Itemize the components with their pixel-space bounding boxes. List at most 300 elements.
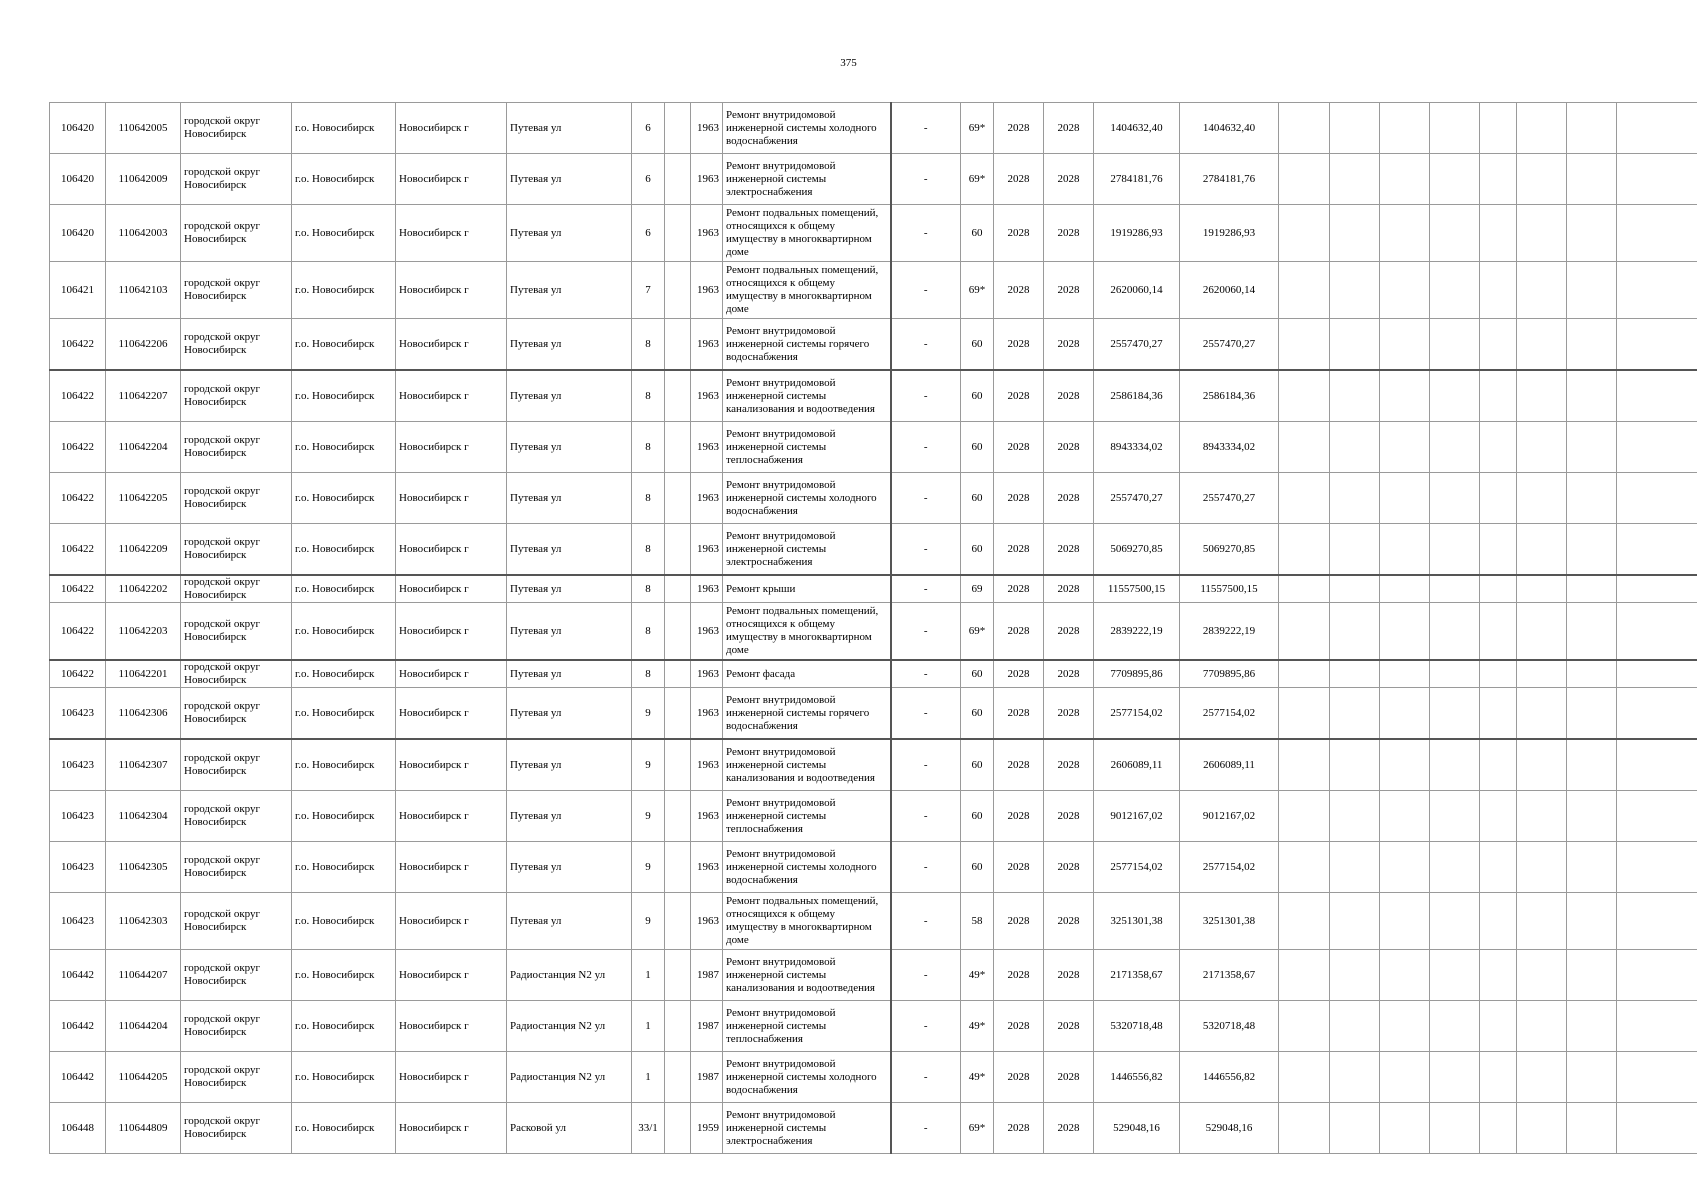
row-building: [665, 103, 691, 154]
row-empty-cell: [1380, 688, 1430, 740]
row-cost-fund: 2620060,14: [1180, 262, 1279, 319]
row-dash: -: [891, 842, 961, 893]
row-street: Путевая ул: [507, 205, 632, 262]
row-code: 110642306: [106, 688, 181, 740]
row-empty-cell: [1567, 1103, 1617, 1154]
row-empty-cell: [1380, 1052, 1430, 1103]
row-locality: Новосибирск г: [396, 422, 507, 473]
row-plan-end: 2028: [1044, 422, 1094, 473]
row-work-type: Ремонт внутридомовой инженерной системы холодного водоснабжения: [723, 842, 891, 893]
row-municipality: городской округ Новосибирск: [181, 103, 292, 154]
row-code: 110642203: [106, 603, 181, 661]
row-cost-total: 2577154,02: [1094, 842, 1180, 893]
row-wear: 60: [961, 660, 994, 688]
row-cost-total: 2606089,11: [1094, 739, 1180, 791]
row-house: 1: [632, 1001, 665, 1052]
row-district: г.о. Новосибирск: [292, 205, 396, 262]
row-empty-cell: [1517, 103, 1567, 154]
row-cost-fund: 2784181,76: [1180, 154, 1279, 205]
row-building: [665, 950, 691, 1001]
row-empty-cell: [1430, 205, 1480, 262]
row-cost-fund: 2606089,11: [1180, 739, 1279, 791]
row-empty-cell: [1567, 1052, 1617, 1103]
table-row: [50, 422, 1697, 473]
row-empty-cell: [1430, 524, 1480, 576]
row-locality: Новосибирск г: [396, 524, 507, 576]
row-empty-cell: [1279, 575, 1330, 603]
row-empty-cell: [1330, 205, 1380, 262]
row-year: 1987: [691, 1001, 723, 1052]
row-empty-cell: [1617, 422, 1697, 473]
row-locality: Новосибирск г: [396, 950, 507, 1001]
row-municipality: городской округ Новосибирск: [181, 893, 292, 950]
row-work-type: Ремонт внутридомовой инженерной системы теплоснабжения: [723, 1001, 891, 1052]
row-district: г.о. Новосибирск: [292, 950, 396, 1001]
row-empty-cell: [1480, 370, 1517, 422]
row-locality: Новосибирск г: [396, 205, 507, 262]
row-cost-fund: 5320718,48: [1180, 1001, 1279, 1052]
row-empty-cell: [1480, 660, 1517, 688]
row-municipality: городской округ Новосибирск: [181, 524, 292, 576]
row-plan-start: 2028: [994, 603, 1044, 661]
row-cost-total: 7709895,86: [1094, 660, 1180, 688]
row-plan-start: 2028: [994, 660, 1044, 688]
row-empty-cell: [1567, 473, 1617, 524]
row-work-type: Ремонт подвальных помещений, относящихся к общему имуществу в многоквартирном доме: [723, 205, 891, 262]
row-building: [665, 739, 691, 791]
row-empty-cell: [1567, 739, 1617, 791]
row-building: [665, 524, 691, 576]
row-empty-cell: [1430, 1001, 1480, 1052]
row-empty-cell: [1517, 524, 1567, 576]
row-cost-total: 2586184,36: [1094, 370, 1180, 422]
row-locality: Новосибирск г: [396, 791, 507, 842]
row-empty-cell: [1279, 154, 1330, 205]
row-empty-cell: [1330, 950, 1380, 1001]
row-empty-cell: [1279, 524, 1330, 576]
row-municipality: городской округ Новосибирск: [181, 370, 292, 422]
row-cost-total: 1919286,93: [1094, 205, 1180, 262]
row-empty-cell: [1567, 524, 1617, 576]
row-locality: Новосибирск г: [396, 842, 507, 893]
row-building: [665, 262, 691, 319]
row-empty-cell: [1279, 473, 1330, 524]
row-empty-cell: [1617, 1052, 1697, 1103]
row-house: 8: [632, 575, 665, 603]
row-plan-start: 2028: [994, 524, 1044, 576]
row-empty-cell: [1617, 1001, 1697, 1052]
row-id: 106422: [50, 370, 106, 422]
row-empty-cell: [1567, 205, 1617, 262]
row-plan-end: 2028: [1044, 319, 1094, 371]
row-street: Путевая ул: [507, 103, 632, 154]
row-cost-total: 2784181,76: [1094, 154, 1180, 205]
table-row: [50, 688, 1697, 740]
row-district: г.о. Новосибирск: [292, 319, 396, 371]
row-year: 1963: [691, 893, 723, 950]
table-row: [50, 103, 1697, 154]
row-municipality: городской округ Новосибирск: [181, 473, 292, 524]
row-street: Путевая ул: [507, 319, 632, 371]
table-row: [50, 473, 1697, 524]
row-empty-cell: [1380, 422, 1430, 473]
row-district: г.о. Новосибирск: [292, 154, 396, 205]
row-work-type: Ремонт внутридомовой инженерной системы холодного водоснабжения: [723, 1052, 891, 1103]
row-empty-cell: [1330, 1052, 1380, 1103]
row-house: 8: [632, 473, 665, 524]
row-empty-cell: [1380, 473, 1430, 524]
row-empty-cell: [1380, 660, 1430, 688]
row-id: 106442: [50, 1001, 106, 1052]
table-row: [50, 893, 1697, 950]
row-plan-end: 2028: [1044, 791, 1094, 842]
row-dash: -: [891, 154, 961, 205]
table-row: [50, 603, 1697, 661]
row-cost-fund: 1919286,93: [1180, 205, 1279, 262]
row-year: 1963: [691, 262, 723, 319]
row-empty-cell: [1380, 603, 1430, 661]
row-code: 110642206: [106, 319, 181, 371]
row-empty-cell: [1330, 660, 1380, 688]
row-cost-fund: 2586184,36: [1180, 370, 1279, 422]
row-wear: 60: [961, 688, 994, 740]
row-empty-cell: [1480, 575, 1517, 603]
row-street: Путевая ул: [507, 791, 632, 842]
row-wear: 60: [961, 473, 994, 524]
row-id: 106422: [50, 575, 106, 603]
row-cost-fund: 2839222,19: [1180, 603, 1279, 661]
row-wear: 69*: [961, 1103, 994, 1154]
row-empty-cell: [1279, 1052, 1330, 1103]
row-municipality: городской округ Новосибирск: [181, 422, 292, 473]
row-plan-end: 2028: [1044, 842, 1094, 893]
row-cost-fund: 11557500,15: [1180, 575, 1279, 603]
row-empty-cell: [1480, 319, 1517, 371]
row-work-type: Ремонт фасада: [723, 660, 891, 688]
row-dash: -: [891, 319, 961, 371]
row-empty-cell: [1480, 262, 1517, 319]
row-id: 106420: [50, 103, 106, 154]
row-empty-cell: [1279, 791, 1330, 842]
row-municipality: городской округ Новосибирск: [181, 950, 292, 1001]
row-empty-cell: [1430, 1052, 1480, 1103]
row-district: г.о. Новосибирск: [292, 603, 396, 661]
row-street: Расковой ул: [507, 1103, 632, 1154]
row-street: Путевая ул: [507, 575, 632, 603]
row-empty-cell: [1430, 575, 1480, 603]
row-empty-cell: [1380, 739, 1430, 791]
row-plan-start: 2028: [994, 154, 1044, 205]
row-empty-cell: [1480, 205, 1517, 262]
row-empty-cell: [1279, 1103, 1330, 1154]
row-empty-cell: [1517, 262, 1567, 319]
row-building: [665, 1001, 691, 1052]
row-street: Путевая ул: [507, 603, 632, 661]
row-id: 106423: [50, 791, 106, 842]
row-municipality: городской округ Новосибирск: [181, 1001, 292, 1052]
row-locality: Новосибирск г: [396, 370, 507, 422]
row-cost-total: 2557470,27: [1094, 319, 1180, 371]
row-empty-cell: [1430, 950, 1480, 1001]
row-district: г.о. Новосибирск: [292, 524, 396, 576]
row-house: 6: [632, 103, 665, 154]
row-empty-cell: [1279, 205, 1330, 262]
row-empty-cell: [1567, 575, 1617, 603]
row-plan-start: 2028: [994, 575, 1044, 603]
row-code: 110642207: [106, 370, 181, 422]
row-empty-cell: [1380, 842, 1430, 893]
row-dash: -: [891, 370, 961, 422]
row-empty-cell: [1617, 950, 1697, 1001]
row-empty-cell: [1480, 842, 1517, 893]
row-plan-end: 2028: [1044, 1052, 1094, 1103]
row-empty-cell: [1430, 262, 1480, 319]
row-empty-cell: [1617, 1103, 1697, 1154]
row-empty-cell: [1517, 575, 1567, 603]
row-wear: 58: [961, 893, 994, 950]
row-municipality: городской округ Новосибирск: [181, 660, 292, 688]
repair-registry-table: [49, 102, 1697, 1154]
row-empty-cell: [1380, 1001, 1430, 1052]
row-house: 6: [632, 154, 665, 205]
row-dash: -: [891, 660, 961, 688]
row-code: 110642304: [106, 791, 181, 842]
row-plan-start: 2028: [994, 1103, 1044, 1154]
row-wear: 69*: [961, 154, 994, 205]
row-municipality: городской округ Новосибирск: [181, 603, 292, 661]
table-row: [50, 319, 1697, 371]
row-building: [665, 688, 691, 740]
row-house: 9: [632, 893, 665, 950]
row-dash: -: [891, 422, 961, 473]
row-district: г.о. Новосибирск: [292, 660, 396, 688]
row-empty-cell: [1430, 739, 1480, 791]
row-dash: -: [891, 1052, 961, 1103]
row-building: [665, 791, 691, 842]
row-year: 1959: [691, 1103, 723, 1154]
table-row: [50, 575, 1697, 603]
row-building: [665, 1103, 691, 1154]
row-locality: Новосибирск г: [396, 893, 507, 950]
row-municipality: городской округ Новосибирск: [181, 154, 292, 205]
row-empty-cell: [1279, 950, 1330, 1001]
row-empty-cell: [1380, 205, 1430, 262]
row-cost-fund: 8943334,02: [1180, 422, 1279, 473]
row-district: г.о. Новосибирск: [292, 262, 396, 319]
row-empty-cell: [1517, 688, 1567, 740]
row-empty-cell: [1380, 791, 1430, 842]
row-dash: -: [891, 524, 961, 576]
row-locality: Новосибирск г: [396, 739, 507, 791]
row-id: 106422: [50, 524, 106, 576]
row-empty-cell: [1430, 660, 1480, 688]
row-empty-cell: [1517, 319, 1567, 371]
row-work-type: Ремонт подвальных помещений, относящихся к общему имуществу в многоквартирном доме: [723, 603, 891, 661]
row-plan-end: 2028: [1044, 688, 1094, 740]
row-building: [665, 660, 691, 688]
row-year: 1963: [691, 422, 723, 473]
row-district: г.о. Новосибирск: [292, 575, 396, 603]
row-empty-cell: [1330, 473, 1380, 524]
row-wear: 49*: [961, 1001, 994, 1052]
row-plan-end: 2028: [1044, 575, 1094, 603]
row-empty-cell: [1430, 842, 1480, 893]
row-empty-cell: [1430, 688, 1480, 740]
row-empty-cell: [1279, 739, 1330, 791]
row-id: 106423: [50, 842, 106, 893]
row-empty-cell: [1617, 893, 1697, 950]
row-cost-total: 2171358,67: [1094, 950, 1180, 1001]
row-dash: -: [891, 688, 961, 740]
row-empty-cell: [1380, 319, 1430, 371]
row-empty-cell: [1567, 319, 1617, 371]
row-building: [665, 205, 691, 262]
row-plan-end: 2028: [1044, 262, 1094, 319]
row-id: 106442: [50, 1052, 106, 1103]
row-house: 1: [632, 950, 665, 1001]
row-street: Путевая ул: [507, 739, 632, 791]
row-plan-start: 2028: [994, 950, 1044, 1001]
row-dash: -: [891, 603, 961, 661]
table-row: [50, 842, 1697, 893]
row-work-type: Ремонт внутридомовой инженерной системы канализования и водоотведения: [723, 370, 891, 422]
row-district: г.о. Новосибирск: [292, 370, 396, 422]
row-cost-total: 11557500,15: [1094, 575, 1180, 603]
table-row: [50, 950, 1697, 1001]
row-cost-fund: 529048,16: [1180, 1103, 1279, 1154]
row-code: 110644204: [106, 1001, 181, 1052]
row-plan-end: 2028: [1044, 205, 1094, 262]
row-empty-cell: [1617, 103, 1697, 154]
row-house: 9: [632, 791, 665, 842]
row-district: г.о. Новосибирск: [292, 1001, 396, 1052]
table-row: [50, 791, 1697, 842]
row-locality: Новосибирск г: [396, 103, 507, 154]
row-street: Путевая ул: [507, 660, 632, 688]
row-wear: 60: [961, 842, 994, 893]
row-building: [665, 842, 691, 893]
row-year: 1963: [691, 739, 723, 791]
row-id: 106423: [50, 739, 106, 791]
row-street: Радиостанция N2 ул: [507, 1052, 632, 1103]
row-work-type: Ремонт внутридомовой инженерной системы теплоснабжения: [723, 791, 891, 842]
table-row: [50, 1103, 1697, 1154]
row-municipality: городской округ Новосибирск: [181, 688, 292, 740]
row-empty-cell: [1330, 370, 1380, 422]
row-plan-start: 2028: [994, 262, 1044, 319]
row-id: 106442: [50, 950, 106, 1001]
row-house: 6: [632, 205, 665, 262]
row-year: 1963: [691, 370, 723, 422]
row-street: Путевая ул: [507, 842, 632, 893]
row-empty-cell: [1617, 262, 1697, 319]
row-cost-total: 529048,16: [1094, 1103, 1180, 1154]
row-empty-cell: [1480, 688, 1517, 740]
row-work-type: Ремонт внутридомовой инженерной системы холодного водоснабжения: [723, 103, 891, 154]
row-street: Радиостанция N2 ул: [507, 1001, 632, 1052]
row-plan-start: 2028: [994, 422, 1044, 473]
row-year: 1963: [691, 524, 723, 576]
row-work-type: Ремонт подвальных помещений, относящихся к общему имуществу в многоквартирном доме: [723, 262, 891, 319]
row-municipality: городской округ Новосибирск: [181, 575, 292, 603]
row-empty-cell: [1330, 893, 1380, 950]
row-district: г.о. Новосибирск: [292, 739, 396, 791]
row-wear: 69*: [961, 603, 994, 661]
row-year: 1987: [691, 1052, 723, 1103]
row-empty-cell: [1517, 893, 1567, 950]
row-empty-cell: [1480, 739, 1517, 791]
row-empty-cell: [1567, 154, 1617, 205]
row-empty-cell: [1480, 893, 1517, 950]
row-building: [665, 370, 691, 422]
row-locality: Новосибирск г: [396, 1103, 507, 1154]
row-work-type: Ремонт внутридомовой инженерной системы холодного водоснабжения: [723, 473, 891, 524]
row-plan-start: 2028: [994, 791, 1044, 842]
row-empty-cell: [1380, 103, 1430, 154]
row-plan-end: 2028: [1044, 603, 1094, 661]
table-row: [50, 154, 1697, 205]
row-municipality: городской округ Новосибирск: [181, 842, 292, 893]
row-empty-cell: [1480, 103, 1517, 154]
row-empty-cell: [1617, 603, 1697, 661]
row-plan-end: 2028: [1044, 524, 1094, 576]
row-locality: Новосибирск г: [396, 1052, 507, 1103]
row-empty-cell: [1330, 524, 1380, 576]
row-empty-cell: [1617, 205, 1697, 262]
row-cost-fund: 9012167,02: [1180, 791, 1279, 842]
row-street: Путевая ул: [507, 473, 632, 524]
row-work-type: Ремонт подвальных помещений, относящихся к общему имуществу в многоквартирном доме: [723, 893, 891, 950]
row-code: 110642305: [106, 842, 181, 893]
row-municipality: городской округ Новосибирск: [181, 319, 292, 371]
row-cost-total: 9012167,02: [1094, 791, 1180, 842]
row-municipality: городской округ Новосибирск: [181, 1052, 292, 1103]
row-wear: 60: [961, 739, 994, 791]
row-empty-cell: [1517, 739, 1567, 791]
row-street: Путевая ул: [507, 370, 632, 422]
row-empty-cell: [1380, 1103, 1430, 1154]
row-plan-start: 2028: [994, 473, 1044, 524]
row-empty-cell: [1430, 154, 1480, 205]
row-empty-cell: [1480, 791, 1517, 842]
row-dash: -: [891, 103, 961, 154]
row-building: [665, 422, 691, 473]
row-building: [665, 603, 691, 661]
row-empty-cell: [1380, 575, 1430, 603]
row-empty-cell: [1517, 370, 1567, 422]
row-street: Радиостанция N2 ул: [507, 950, 632, 1001]
row-id: 106423: [50, 893, 106, 950]
row-empty-cell: [1279, 603, 1330, 661]
row-plan-start: 2028: [994, 893, 1044, 950]
row-empty-cell: [1567, 1001, 1617, 1052]
row-year: 1987: [691, 950, 723, 1001]
row-plan-end: 2028: [1044, 893, 1094, 950]
row-work-type: Ремонт внутридомовой инженерной системы канализования и водоотведения: [723, 950, 891, 1001]
row-empty-cell: [1517, 1001, 1567, 1052]
row-dash: -: [891, 575, 961, 603]
row-plan-start: 2028: [994, 319, 1044, 371]
row-cost-fund: 2171358,67: [1180, 950, 1279, 1001]
row-wear: 60: [961, 319, 994, 371]
row-empty-cell: [1567, 842, 1617, 893]
row-dash: -: [891, 262, 961, 319]
row-district: г.о. Новосибирск: [292, 688, 396, 740]
row-dash: -: [891, 791, 961, 842]
row-cost-fund: 5069270,85: [1180, 524, 1279, 576]
row-dash: -: [891, 473, 961, 524]
row-locality: Новосибирск г: [396, 262, 507, 319]
